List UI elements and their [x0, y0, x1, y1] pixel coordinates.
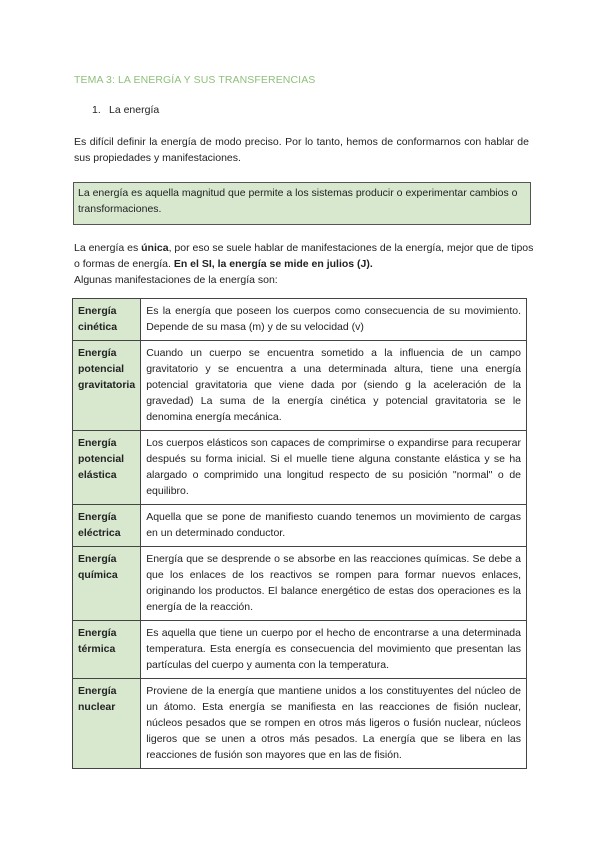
- energy-name-cell: Energía eléctrica: [73, 505, 141, 547]
- table-row: [73, 299, 527, 341]
- table-row: [73, 679, 527, 769]
- energy-name-cell: Energía potencial gravitatoria: [73, 341, 141, 431]
- paragraph-manifestations: [74, 240, 534, 288]
- p2-text-3: Algunas manifestaciones de la energía son:: [74, 274, 278, 286]
- section-title: La energía: [109, 104, 160, 116]
- table-row: [73, 621, 527, 679]
- energy-types-table: [72, 298, 527, 769]
- p2-text-1: La energía es: [74, 242, 142, 254]
- p2-bold-unica: única: [141, 242, 169, 254]
- section-number: 1.: [92, 104, 101, 116]
- energy-name-cell: Energía cinética: [73, 299, 141, 341]
- chapter-heading: TEMA 3: LA ENERGÍA Y SUS TRANSFERENCIAS: [74, 74, 316, 86]
- energy-desc-cell: Los cuerpos elásticos son capaces de comprimirse o expandirse para recuperar después su forma inicial. Si el muelle tiene alguna constante elástica y se ha alargado o comprimido una longitud respecto de su posición "normal" o de equilibro.: [141, 431, 527, 505]
- energy-name-cell: Energía potencial elástica: [73, 431, 141, 505]
- table-row: [73, 431, 527, 505]
- intro-paragraph: Es difícil definir la energía de modo preciso. Por lo tanto, hemos de conformarnos con hablar de sus propiedades y manifestaciones.: [74, 136, 529, 164]
- energy-desc-cell: Cuando un cuerpo se encuentra sometido a la influencia de un campo gravitatorio y se encuentra a una determinada altura, tiene una energía potencial gravitatoria que viene dada por (siendo g la aceleración de la gravedad) La suma de la energía cinética y potencial gravitatoria se le denomina energía mecánica.: [141, 341, 527, 431]
- section-heading: [92, 104, 159, 116]
- p2-bold-si-unit: En el SI, la energía se mide en julios (J).: [173, 258, 373, 270]
- energy-desc-cell: Proviene de la energía que mantiene unidos a los constituyentes del núcleo de un átomo. Esta energía se manifiesta en las reacciones de fisión nuclear, núcleos pesados que se rompen en otros más ligeros o fusión nuclear, núcleos ligeros que se unen a otros más pesados. La energía que se libera en las reacciones de fusión son mayores que en las de fisión.: [141, 679, 527, 769]
- energy-desc-cell: Energía que se desprende o se absorbe en las reacciones químicas. Se debe a que los enlaces de los reactivos se rompen para formar nuevos enlaces, originando los productos. El balance energético de estas dos operaciones es la energía de la reacción.: [141, 547, 527, 621]
- energy-desc-cell: Es la energía que poseen los cuerpos como consecuencia de su movimiento. Depende de su masa (m) y de su velocidad (v): [141, 299, 527, 341]
- energy-name-cell: Energía química: [73, 547, 141, 621]
- definition-box: La energía es aquella magnitud que permite a los sistemas producir o experimentar cambios o transformaciones.: [73, 182, 531, 225]
- energy-name-cell: Energía térmica: [73, 621, 141, 679]
- p2-text-2: , por eso se suele hablar de manifestaciones de la energía, mejor que de tipos o formas de energía.: [74, 242, 534, 270]
- energy-desc-cell: Es aquella que tiene un cuerpo por el hecho de encontrarse a una determinada temperatura. Esta energía es consecuencia del movimiento que presentan las partículas del cuerpo y aumenta con la temperatura.: [141, 621, 527, 679]
- energy-desc-cell: Aquella que se pone de manifiesto cuando tenemos un movimiento de cargas en un determinado conductor.: [141, 505, 527, 547]
- table-row: [73, 341, 527, 431]
- table-row: [73, 505, 527, 547]
- energy-name-cell: Energía nuclear: [73, 679, 141, 769]
- table-row: [73, 547, 527, 621]
